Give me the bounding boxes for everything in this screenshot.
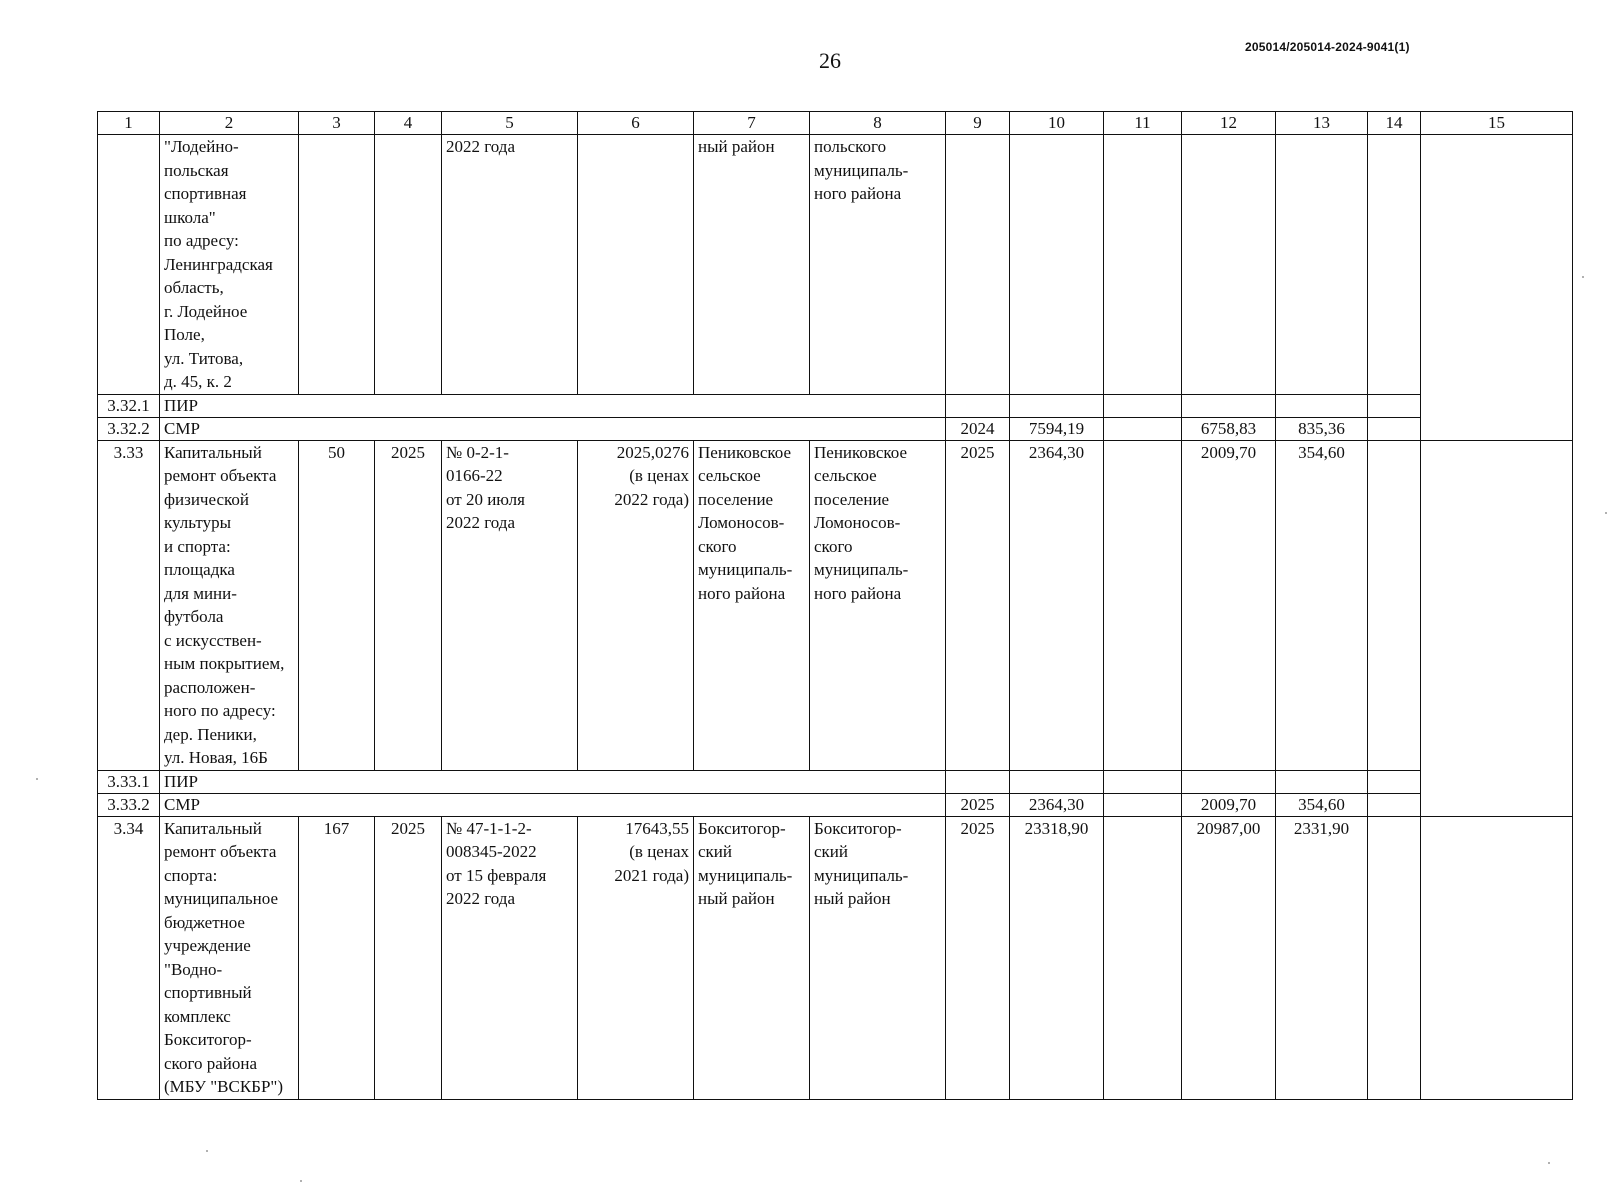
cell-num: 3.33 [98, 440, 160, 770]
col-header: 12 [1182, 112, 1276, 135]
cell-object-name: Капитальный ремонт объекта спорта: муниципальное бюджетное учреждение "Водно- спортивный комплекс Бокситогор- ского района (МБУ "ВСКБР") [160, 816, 299, 1099]
col-header: 7 [694, 112, 810, 135]
cell-c13 [1276, 394, 1368, 417]
table-row-subitem [98, 417, 1573, 440]
table-row-subitem [98, 770, 1573, 793]
cell-year [375, 135, 442, 395]
cell-num: 3.32.2 [98, 417, 160, 440]
cell-cost [578, 135, 694, 395]
col-header: 13 [1276, 112, 1368, 135]
cell-c13: 2331,90 [1276, 816, 1368, 1099]
cell-stage-label: ПИР [160, 770, 946, 793]
col-header: 9 [946, 112, 1010, 135]
col-header: 6 [578, 112, 694, 135]
cell-c14 [1368, 770, 1421, 793]
cell-c9: 2025 [946, 816, 1010, 1099]
cell-c15 [1421, 135, 1573, 441]
cell-customer: Бокситогор- ский муниципаль- ный район [810, 816, 946, 1099]
cell-location: ный район [694, 135, 810, 395]
cell-year: 2025 [375, 816, 442, 1099]
cell-c14 [1368, 793, 1421, 816]
cell-expertise: № 0-2-1- 0166-22 от 20 июля 2022 года [442, 440, 578, 770]
cell-c12 [1182, 135, 1276, 395]
cell-c10: 2364,30 [1010, 440, 1104, 770]
cell-c14 [1368, 816, 1421, 1099]
cell-c9 [946, 135, 1010, 395]
col-header: 8 [810, 112, 946, 135]
cell-c10: 2364,30 [1010, 793, 1104, 816]
cell-c9: 2025 [946, 793, 1010, 816]
cell-num: 3.34 [98, 816, 160, 1099]
cell-capacity [299, 135, 375, 395]
cell-c12: 20987,00 [1182, 816, 1276, 1099]
cell-cost: 2025,0276 (в ценах 2022 года) [578, 440, 694, 770]
cell-num: 3.33.2 [98, 793, 160, 816]
scan-speck [1605, 512, 1607, 514]
cell-c9: 2024 [946, 417, 1010, 440]
cell-c11 [1104, 440, 1182, 770]
cell-c12 [1182, 770, 1276, 793]
cell-num: 3.33.1 [98, 770, 160, 793]
cell-c14 [1368, 440, 1421, 770]
table-row-3-33 [98, 440, 1573, 770]
cell-c11 [1104, 417, 1182, 440]
page-number: 26 [819, 48, 841, 73]
cell-object-name: "Лодейно- польская спортивная школа" по адресу: Ленинградская область, г. Лодейное Поле, ул. Титова, д. 45, к. 2 [160, 135, 299, 395]
col-header: 2 [160, 112, 299, 135]
scan-speck [36, 778, 38, 780]
cell-capacity: 167 [299, 816, 375, 1099]
cell-c11 [1104, 793, 1182, 816]
cell-num [98, 135, 160, 395]
cell-c12: 6758,83 [1182, 417, 1276, 440]
col-header: 11 [1104, 112, 1182, 135]
document-id: 205014/205014-2024-9041(1) [1245, 40, 1410, 54]
cell-customer: Пениковское сельское поселение Ломоносов- ского муниципаль- ного района [810, 440, 946, 770]
cell-c11 [1104, 135, 1182, 395]
cell-expertise: 2022 года [442, 135, 578, 395]
cell-c12: 2009,70 [1182, 440, 1276, 770]
col-header: 1 [98, 112, 160, 135]
scan-speck [1582, 276, 1584, 278]
col-header: 15 [1421, 112, 1573, 135]
table-row-3-34 [98, 816, 1573, 1099]
col-header: 4 [375, 112, 442, 135]
register-table [97, 111, 1573, 1100]
col-header: 3 [299, 112, 375, 135]
cell-c11 [1104, 770, 1182, 793]
cell-c14 [1368, 417, 1421, 440]
cell-c10 [1010, 135, 1104, 395]
col-header: 14 [1368, 112, 1421, 135]
scan-speck [1548, 1162, 1550, 1164]
cell-c9 [946, 394, 1010, 417]
cell-year: 2025 [375, 440, 442, 770]
cell-cost: 17643,55 (в ценах 2021 года) [578, 816, 694, 1099]
scan-speck [300, 1180, 302, 1182]
cell-c14 [1368, 135, 1421, 395]
cell-c15 [1421, 440, 1573, 816]
cell-stage-label: СМР [160, 417, 946, 440]
cell-c9 [946, 770, 1010, 793]
cell-num: 3.32.1 [98, 394, 160, 417]
cell-expertise: № 47-1-1-2- 008345-2022 от 15 февраля 2022 года [442, 816, 578, 1099]
cell-customer: польского муниципаль- ного района [810, 135, 946, 395]
col-header: 10 [1010, 112, 1104, 135]
table-row-subitem [98, 394, 1573, 417]
column-number-row [98, 112, 1573, 135]
cell-c11 [1104, 394, 1182, 417]
table-row-subitem [98, 793, 1573, 816]
cell-c10 [1010, 394, 1104, 417]
cell-capacity: 50 [299, 440, 375, 770]
cell-c10: 23318,90 [1010, 816, 1104, 1099]
cell-c12: 2009,70 [1182, 793, 1276, 816]
cell-c13 [1276, 135, 1368, 395]
cell-c14 [1368, 394, 1421, 417]
cell-c15 [1421, 816, 1573, 1099]
col-header: 5 [442, 112, 578, 135]
cell-c10: 7594,19 [1010, 417, 1104, 440]
cell-c11 [1104, 816, 1182, 1099]
cell-c10 [1010, 770, 1104, 793]
cell-location: Пениковское сельское поселение Ломоносов- ского муниципаль- ного района [694, 440, 810, 770]
cell-c12 [1182, 394, 1276, 417]
scan-speck [206, 1150, 208, 1152]
cell-stage-label: СМР [160, 793, 946, 816]
cell-c13: 354,60 [1276, 793, 1368, 816]
cell-c13: 835,36 [1276, 417, 1368, 440]
cell-object-name: Капитальный ремонт объекта физической культуры и спорта: площадка для мини- футбола с искусствен- ным покрытием, расположен- ного по адресу: дер. Пеники, ул. Новая, 16Б [160, 440, 299, 770]
cell-c13: 354,60 [1276, 440, 1368, 770]
cell-c9: 2025 [946, 440, 1010, 770]
cell-stage-label: ПИР [160, 394, 946, 417]
cell-c13 [1276, 770, 1368, 793]
cell-location: Бокситогор- ский муниципаль- ный район [694, 816, 810, 1099]
table-row-continuation [98, 135, 1573, 395]
